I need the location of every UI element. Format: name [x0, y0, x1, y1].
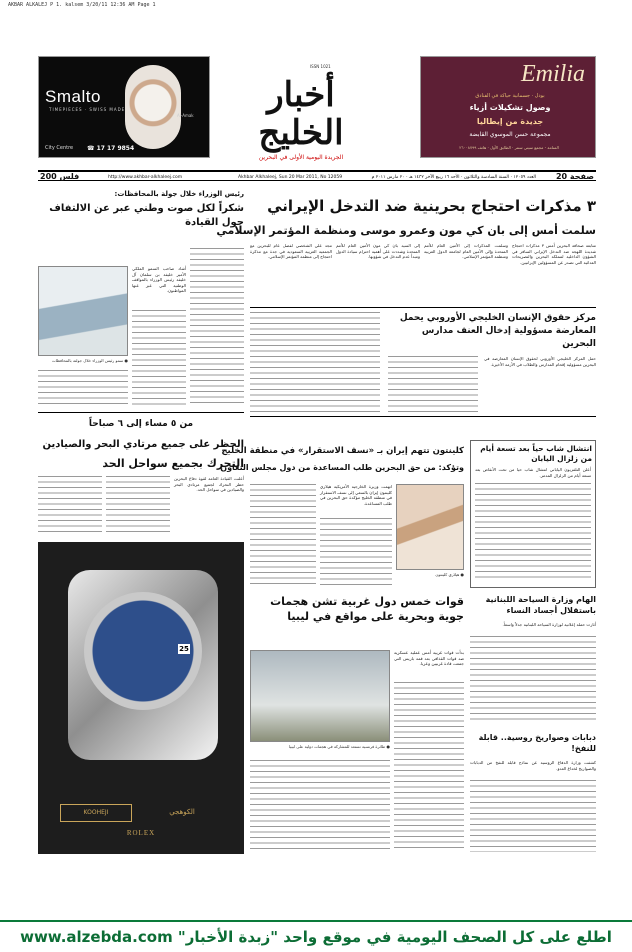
date-bar [38, 170, 596, 181]
libya-body-2 [250, 760, 390, 852]
main-headline: ٣ مذكرات احتجاج بحرينية ضد التدخل الإيراني [267, 197, 596, 215]
main-subhead: سلمت أمس إلى بان كي مون وعمرو موسى ومنظمة المؤتمر الإسلامي [216, 224, 596, 237]
ministers-body [132, 310, 186, 406]
divider [38, 412, 244, 413]
jet-photo [250, 650, 390, 742]
main-col-4: مجد علي الشخصي لفصل عام للبحرين مع الجمعية العربية السعودية في جدة مع مذكرة احتجاج إلى منظمة المؤتمر الإسلامي. [250, 243, 332, 260]
divider [250, 307, 596, 308]
kooheji-arabic: الكوهجي [169, 808, 195, 816]
clinton-headline: كلينتون تتهم إيران بـ «نسف الاستقرار» في منطقة الخليج [221, 446, 464, 456]
emilia-group: مجموعة حسن الموسوي القابضة [469, 131, 551, 138]
libya-text: بدأت قوات غربية أمس عملية عسكرية ضد قوات القذافي بعد قمة باريس التي جمعت قادة غربيين وعربا. [394, 650, 464, 667]
clinton-body [320, 518, 392, 588]
divider [250, 416, 596, 417]
rights-text-lead: حمل المركز الخليجي الأوروبي لحقوق الإنسان المعارضة في البحرين مسؤولية إقحام المدارس والطلاب في الأزمة الأخيرة. [484, 356, 596, 367]
rights-text-col [250, 312, 380, 412]
quake-text: أعلن التلفزيون الياباني انتشال شاب حيا من تحت الأنقاض بعد تسعة أيام من الزلزال المدمر. [475, 467, 591, 478]
russia-body [470, 780, 596, 852]
footer-banner[interactable] [0, 920, 632, 952]
smalto-ad[interactable] [38, 56, 210, 158]
rights-text-col-2 [388, 356, 478, 412]
price: 200 فلس [40, 172, 80, 181]
emilia-line-1: وصول تشكيلات أزياء [469, 103, 551, 112]
watch-image [125, 65, 181, 149]
curfew-headline: من ٥ مساء إلى ٦ صباحاً [88, 419, 194, 429]
smalto-mall: City Centre [45, 145, 74, 151]
fishermen-body-2 [38, 476, 102, 536]
ministers-body-2 [190, 248, 244, 406]
fishermen-headline: الحظر على جميع مرتادي البحر والصيادين [42, 439, 244, 450]
rights-headline: مركز حقوق الإنسان الخليجي الأوروبي يحمل المعارضة مسؤولية إدخال العنف مدارس البحرين [399, 313, 596, 349]
newspaper-tagline: الجريدة اليومية الأولى في البحرين [258, 154, 344, 161]
pm-caption: ● سمو رئيس الوزراء خلال جولته بالمحافظات [51, 358, 128, 363]
clinton-photo [396, 484, 464, 570]
issn: ISSN 1021 [310, 64, 331, 69]
tourism-body [470, 636, 596, 724]
rolex-wordmark: ROLEX [126, 829, 156, 837]
issue-latin: Akhbar Alkhaleej, Sun 20 Mar 2011, No 12059 [238, 175, 343, 180]
clinton-caption: ● هيلاري كلينتون [435, 572, 464, 577]
clinton-subhead: وتؤكد: من حق البحرين طلب المساعدة من دول مجلس التعاون [220, 463, 464, 472]
quake-body [475, 483, 591, 579]
russia-headline: دبابات وصواريخ روسية.. قابلة للنفخ! [478, 733, 596, 753]
watch-date: 25 [179, 645, 189, 653]
main-col-1: متابعة صحافة البحرين أمس ٣ مذكرات احتجاج شديدة اللهجة ضد التدخل الإيراني السافر في الشؤون الداخلية لمملكة البحرين والتصريحات العدائية التي تصدر عن المسؤولين الإيرانيين. [512, 243, 596, 265]
smalto-retailer: Al-Amak [177, 113, 194, 118]
smalto-brand: Smalto [45, 87, 101, 106]
libya-body [394, 682, 464, 852]
emilia-tag: بودل · جسمانية حياكة في الفنادق [475, 93, 545, 99]
quake-box [470, 440, 596, 588]
russia-text: كشفت وزارة الدفاع الروسية عن نماذج قابلة للنفخ من الدبابات والصواريخ لخداع العدو. [470, 760, 596, 771]
clinton-text: اتهمت وزيرة الخارجية الأمريكية هيلاري كلينتون إيران بالسعي إلى نسف الاستقرار في منطقة الخليج مؤكدة حق البحرين في طلب المساعدة. [319, 484, 392, 506]
masthead [226, 64, 376, 161]
tourism-text: أثارت حملة إعلانية لوزارة السياحة اللبنانية جدلاً واسعاً. [502, 622, 596, 627]
main-col-3: إلى السيد بان كي مون الأمين العام للأمم المتحدة وشددت على أهمية احترام سيادة الدول ومبدأ عدم التدخل في شؤونها. [336, 243, 420, 260]
main-col-2: وسلمت المذكرات إلى الأمين العام للأمم المتحدة وإلى الأمين العام لجامعة الدول العربية ومنظمة المؤتمر الإسلامي. [424, 243, 508, 260]
ministers-kicker: رئيس الوزراء خلال جولة بالمحافظات: [114, 190, 244, 198]
quake-headline: انتشال شاب حياً بعد تسعة أيام من زلزال اليابان [480, 444, 592, 463]
page-count: 20 صفحة [555, 172, 594, 181]
fishermen-body [106, 476, 170, 536]
newspaper-name: أخبار الخليج [258, 75, 344, 153]
pm-photo [38, 266, 128, 356]
emilia-address: المنامة - مجمع سيتي سنتر · الطابق الأول · هاتف ٢٦٠٠٨٧٩٩ [459, 145, 559, 150]
emilia-line-2: جديدة من إيطاليا [476, 117, 544, 126]
libya-caption: ● طائرة فرنسية تستعد للمشاركة في هجمات دولية على ليبيا [288, 744, 390, 749]
emilia-brand: Emilia [521, 61, 585, 87]
ministers-body-3 [38, 370, 128, 406]
website: http://www.akhbar-alkhaleej.com [108, 175, 183, 180]
rolex-ad[interactable] [38, 542, 244, 854]
tourism-headline: الهام وزارة السياحة اللبنانية باستقلال أجساد النساء [485, 595, 596, 615]
ministers-headline: شكراً لكل صوت وطني عبر عن الالتفاف حول القيادة [49, 203, 244, 228]
smalto-subtitle: TIMEPIECES · SWISS MADE [49, 107, 126, 112]
footer-text: اطلع على كل الصحف اليومية في موقع واحد "زبدة الأخبار" www.alzebda.com [20, 928, 612, 946]
issue-info: العدد ١٢٠٥٩ · السنة السادسة والثلاثون · الأحد ١٦ ربيع الآخر ١٤٣٢ هـ · ٢٠ مارس ٢٠١١ م [371, 175, 536, 180]
kooheji-logo: KOOHEJI [60, 804, 132, 822]
fishermen-text: أعلنت القيادة العامة لقوة دفاع البحرين حظر التحرك لجميع مرتادي البحر والصيادين في سواحل الحد. [174, 476, 244, 493]
smalto-phone: ☎ 17 17 9854 [87, 145, 135, 152]
emilia-ad[interactable] [420, 56, 596, 158]
libya-headline: قوات خمس دول غربية تشن هجمات جوية وبحرية على مواقع في ليبيا [270, 595, 464, 623]
print-slug: AKBAR ALKALEJ P 1. kalsem 3/20/11 12:36 AM Page 1 [8, 2, 156, 8]
clinton-body-2 [250, 484, 316, 588]
ministers-text: أشاد صاحب السمو الملكي الأمير خليفة بن سلمان آل خليفة رئيس الوزراء بالمواقف الوطنية التي عبر عنها المواطنون. [132, 266, 186, 294]
fishermen-subhead: التحرك بجميع سواحل الحد [102, 457, 244, 470]
